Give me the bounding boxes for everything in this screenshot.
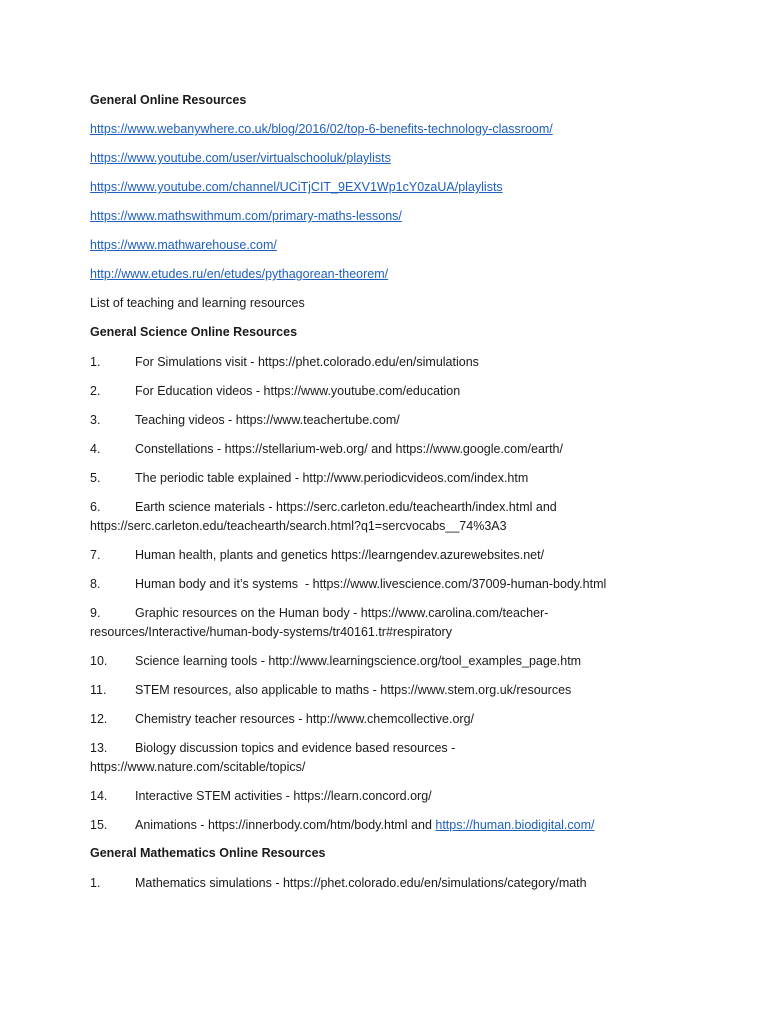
item-number: 9.	[90, 606, 101, 620]
item-number: 7.	[90, 548, 101, 562]
list-item	[90, 411, 740, 430]
item-number: 10.	[90, 654, 108, 668]
list-item	[90, 575, 740, 594]
item-number: 5.	[90, 471, 101, 485]
item-text: The periodic table explained - http://www.periodicvideos.com/index.htm	[135, 471, 529, 485]
list-item	[90, 382, 740, 401]
link-biodigital[interactable]: https://human.biodigital.com/	[435, 818, 595, 832]
item-text: Animations - https://innerbody.com/htm/body.html and	[135, 818, 436, 832]
item-number: 3.	[90, 413, 101, 427]
item-text: Human body and it’s systems - https://www.livescience.com/37009-human-body.html	[135, 577, 607, 591]
item-text-continued: resources/Interactive/human-body-systems/tr40161.tr#respiratory	[90, 625, 452, 639]
item-text: Human health, plants and genetics https://learngendev.azurewebsites.net/	[135, 548, 545, 562]
item-text: For Simulations visit - https://phet.colorado.edu/en/simulations	[135, 355, 479, 369]
list-item	[90, 739, 740, 777]
item-text-continued: https://www.nature.com/scitable/topics/	[90, 760, 306, 774]
link-youtube-channel[interactable]: https://www.youtube.com/channel/UCiTjCIT_9EXV1Wp1cY0zaUA/playlists	[90, 180, 503, 194]
item-text: Science learning tools - http://www.learningscience.org/tool_examples_page.htm	[135, 654, 582, 668]
item-text: Constellations - https://stellarium-web.org/ and https://www.google.com/earth/	[135, 442, 563, 456]
link-mathswithmum[interactable]: https://www.mathswithmum.com/primary-maths-lessons/	[90, 209, 402, 223]
note-teaching-resources: List of teaching and learning resources	[90, 296, 305, 310]
item-text-continued: https://serc.carleton.edu/teachearth/search.html?q1=sercvocabs__74%3A3	[90, 519, 507, 533]
item-number: 1.	[90, 355, 101, 369]
item-text: For Education videos - https://www.youtube.com/education	[135, 384, 461, 398]
item-number: 15.	[90, 818, 108, 832]
list-item	[90, 787, 740, 806]
link-etudes[interactable]: http://www.etudes.ru/en/etudes/pythagorean-theorem/	[90, 267, 389, 281]
item-number: 12.	[90, 712, 108, 726]
item-number: 1.	[90, 876, 101, 890]
list-item	[90, 498, 740, 536]
list-item	[90, 652, 740, 671]
list-item	[90, 604, 740, 642]
item-text: STEM resources, also applicable to maths - https://www.stem.org.uk/resources	[135, 683, 572, 697]
item-text: Teaching videos - https://www.teachertube.com/	[135, 413, 400, 427]
item-text: Mathematics simulations - https://phet.colorado.edu/en/simulations/category/math	[135, 876, 587, 890]
list-item	[90, 546, 740, 565]
item-number: 2.	[90, 384, 101, 398]
list-item	[90, 816, 740, 835]
item-text: Earth science materials - https://serc.carleton.edu/teachearth/index.html and	[135, 500, 557, 514]
heading-general-online: General Online Resources	[90, 93, 247, 107]
link-webanywhere[interactable]: https://www.webanywhere.co.uk/blog/2016/02/top-6-benefits-technology-classroom/	[90, 122, 553, 136]
list-item	[90, 353, 740, 372]
item-text: Interactive STEM activities - https://learn.concord.org/	[135, 789, 432, 803]
item-number: 11.	[90, 683, 107, 697]
item-text: Chemistry teacher resources - http://www.chemcollective.org/	[135, 712, 475, 726]
heading-science: General Science Online Resources	[90, 325, 298, 339]
list-item	[90, 710, 740, 729]
item-number: 13.	[90, 741, 108, 755]
heading-math: General Mathematics Online Resources	[90, 846, 326, 860]
item-text: Biology discussion topics and evidence based resources -	[135, 741, 456, 755]
list-item	[90, 681, 740, 700]
item-number: 6.	[90, 500, 101, 514]
list-item	[90, 874, 740, 893]
item-number: 14.	[90, 789, 108, 803]
item-number: 8.	[90, 577, 101, 591]
list-item	[90, 440, 740, 459]
link-mathwarehouse[interactable]: https://www.mathwarehouse.com/	[90, 238, 277, 252]
link-youtube-virtualschooluk[interactable]: https://www.youtube.com/user/virtualschooluk/playlists	[90, 151, 391, 165]
item-number: 4.	[90, 442, 101, 456]
document-page	[90, 92, 740, 903]
list-item	[90, 469, 740, 488]
item-text: Graphic resources on the Human body - https://www.carolina.com/teacher-	[135, 606, 549, 620]
